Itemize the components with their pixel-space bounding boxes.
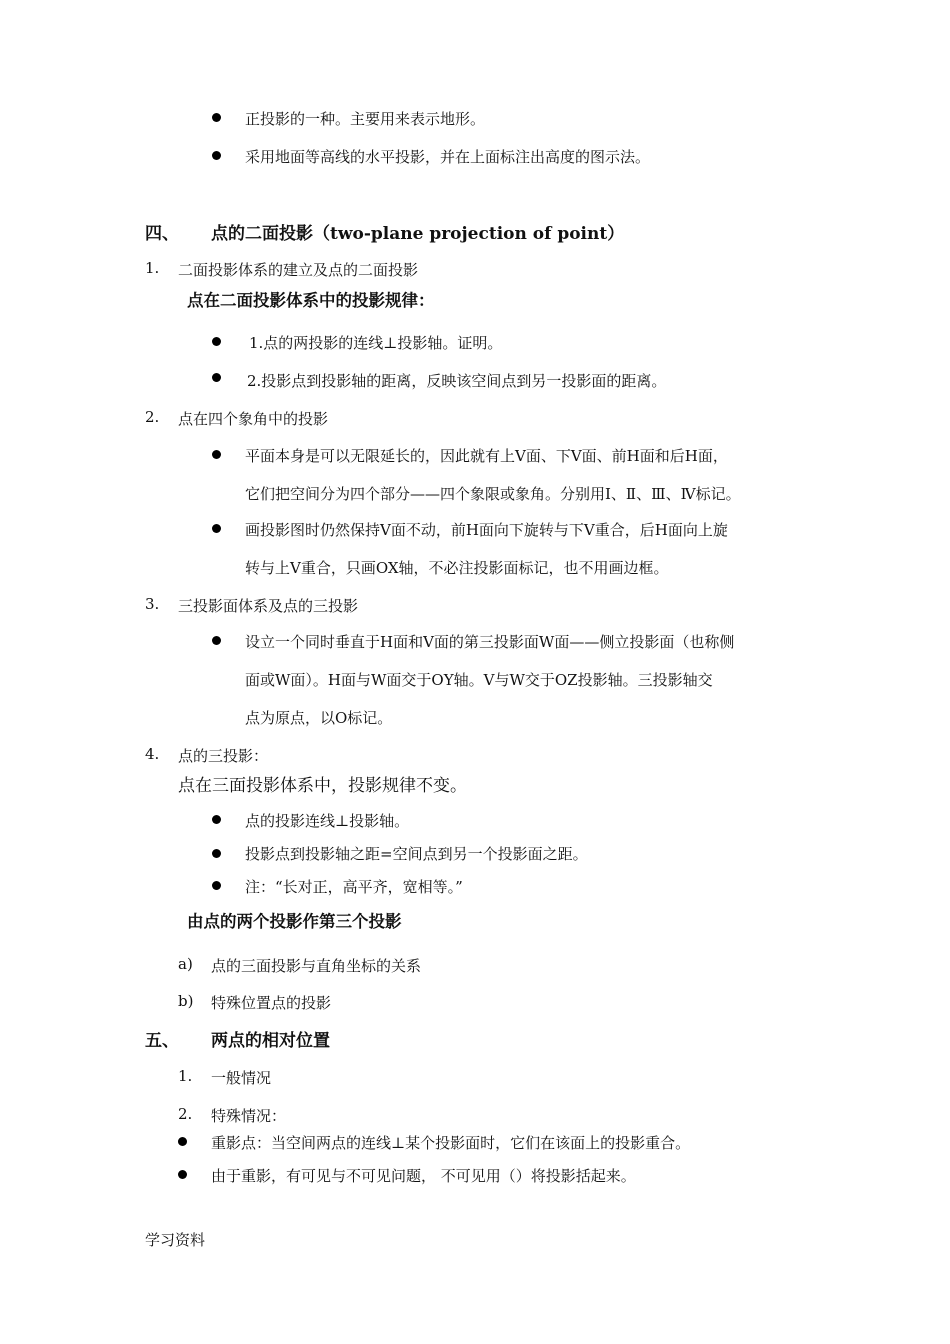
item2-bullet2-line2: 转与上V重合，只画OX轴，不必注投影面标记，也不用画边框。 <box>245 559 669 577</box>
bullet-icon <box>212 849 221 858</box>
letter-item-a-mark: a) <box>178 955 193 973</box>
bullet-icon <box>212 113 221 122</box>
item1-bullet-1: 1.点的两投影的连线⊥投影轴。证明。 <box>249 334 503 352</box>
bullet-icon <box>178 1170 187 1179</box>
letter-item-b-mark: b) <box>178 992 194 1010</box>
top-bullet-2: 采用地面等高线的水平投影，并在上面标注出高度的图示法。 <box>245 148 651 166</box>
letter-item-a-text: 点的三面投影与直角坐标的关系 <box>211 957 422 975</box>
section5-item2-number: 2. <box>178 1105 193 1123</box>
item4-text: 点的三投影： <box>178 747 269 765</box>
item2-bullet1-line1: 平面本身是可以无限延长的，因此就有上V面、下V面、前H面和后H面， <box>245 447 728 465</box>
top-bullet-1: 正投影的一种。主要用来表示地形。 <box>245 110 486 128</box>
section5-item1-number: 1. <box>178 1067 193 1085</box>
item4-intro: 点在三面投影体系中，投影规律不变。 <box>178 776 467 796</box>
item3-bullet-line3: 点为原点，以O标记。 <box>245 709 393 727</box>
section5-title: 两点的相对位置 <box>211 1031 330 1051</box>
footer-text: 学习资料 <box>145 1231 206 1249</box>
item1-text: 二面投影体系的建立及点的二面投影 <box>178 261 419 279</box>
item4-bullet-1: 点的投影连线⊥投影轴。 <box>245 812 410 830</box>
item3-text: 三投影面体系及点的三投影 <box>178 597 359 615</box>
section4-title: 点的二面投影（two-plane projection of point） <box>211 224 625 244</box>
bullet-icon <box>212 815 221 824</box>
item1-number: 1. <box>145 259 160 277</box>
item3-number: 3. <box>145 595 160 613</box>
section5-bullet-1: 重影点：当空间两点的连线⊥某个投影面时，它们在该面上的投影重合。 <box>211 1134 691 1152</box>
bullet-icon <box>212 151 221 160</box>
bullet-icon <box>212 636 221 645</box>
item2-bullet2-line1: 画投影图时仍然保持V面不动，前H面向下旋转与下V重合，后H面向上旋 <box>245 521 728 539</box>
section4-number: 四、 <box>145 224 179 244</box>
item4-number: 4. <box>145 745 160 763</box>
item2-text: 点在四个象角中的投影 <box>178 410 329 428</box>
item2-bullet1-line2: 它们把空间分为四个部分——四个象限或象角。分别用Ⅰ、Ⅱ、Ⅲ、Ⅳ标记。 <box>245 485 741 503</box>
bullet-icon <box>178 1137 187 1146</box>
item3-bullet-line2: 面或W面）。H面与W面交于OY轴。V与W交于OZ投影轴。三投影轴交 <box>245 671 713 689</box>
section5-item1-text: 一般情况 <box>211 1069 272 1087</box>
bullet-icon <box>212 373 221 382</box>
section5-bullet-2: 由于重影，有可见与不可见问题， 不可见用（）将投影括起来。 <box>211 1167 636 1185</box>
item1-subheading: 点在二面投影体系中的投影规律： <box>187 291 435 310</box>
item1-bullet-2: 2.投影点到投影轴的距离，反映该空间点到另一投影面的距离。 <box>247 372 667 390</box>
bullet-icon <box>212 881 221 890</box>
bullet-icon <box>212 450 221 459</box>
item3-bullet-line1: 设立一个同时垂直于H面和V面的第三投影面W面——侧立投影面（也称侧 <box>245 633 735 651</box>
item2-number: 2. <box>145 408 160 426</box>
bullet-icon <box>212 337 221 346</box>
item4-subheading: 由点的两个投影作第三个投影 <box>187 912 402 931</box>
bullet-icon <box>212 524 221 533</box>
item4-bullet-3: 注：“长对正，高平齐，宽相等。” <box>245 878 463 896</box>
section5-number: 五、 <box>145 1031 179 1051</box>
item4-bullet-2: 投影点到投影轴之距=空间点到另一个投影面之距。 <box>245 845 588 863</box>
letter-item-b-text: 特殊位置点的投影 <box>211 994 332 1012</box>
section5-item2-text: 特殊情况： <box>211 1107 287 1125</box>
